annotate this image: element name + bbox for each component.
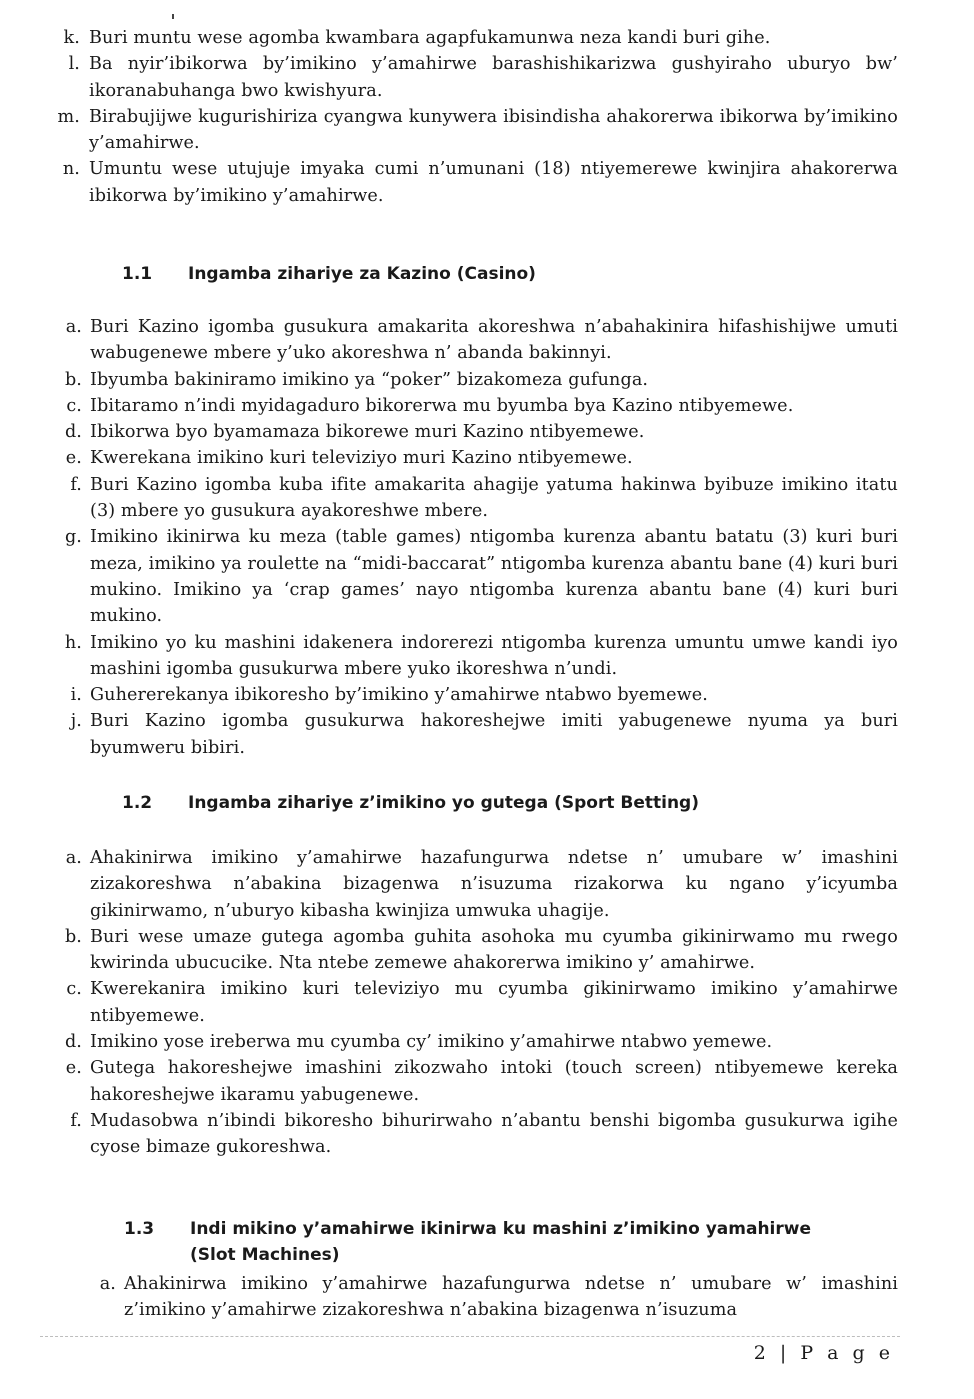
section-title: Ingamba zihariye za Kazino (Casino) [188,264,536,284]
list-item: f. Buri Kazino igomba kuba ifite amakarita ahagije yatuma hakinwa byibuze imikino itatu (3) mbere yo gusukura ayakoreshwe mbere. [70,474,898,522]
list-item: n. Umuntu wese utujuje imyaka cumi n’umunani (18) ntiyemerewe kwinjira ahakorerwa ibikorwa by’imikino y’amahirwe. [62,159,898,206]
list-item: c. Kwerekanira imikino kuri televiziyo mu cyumba gikinirwamo imikino y’amahirwe ntibyemewe. [66,979,898,1026]
list-item: i. Guhererekanya ibikoresho by’imikino y’amahirwe ntabwo byemewe. [70,685,708,706]
sport-betting-rules-list [0,845,974,1161]
section-title: Ingamba zihariye z’imikino yo gutega (Sport Betting) [188,793,699,813]
section-title-continued: (Slot Machines) [190,1245,340,1265]
list-item: a. Buri Kazino igomba gusukura amakarita akoreshwa n’abahakinira hifashishijwe umuti wabugenewe mbere y’uko akoreshwa n’ abanda bakinnyi. [65,317,898,364]
list-item: e. Kwerekana imikino kuri televiziyo muri Kazino ntibyemewe. [65,448,633,469]
list-item: a. Ahakinirwa imikino y’amahirwe hazafungurwa ndetse n’ umubare w’ imashini zizakoreshwa n’abakina bizagenwa n’isuzuma rizakorwa ku ngano y’icyumba gikinirwamo, n’uburyo kibasha kwinjiza umwuka uhagije. [65,848,898,921]
list-item: l. Ba nyir’ibikorwa by’imikino y’amahirwe barashishikarizwa gushyiraho uburyo bw’ ikoranabuhanga bwo kwishyura. [68,54,898,101]
list-item: e. Gutega hakoreshejwe imashini zikozwaho intoki (touch screen) ntibyemewe kereka hakoreshejwe ikaramu yabugenewe. [65,1058,898,1105]
continued-list [0,25,974,209]
list-item: c. Ibitaramo n’indi myidagaduro bikorerwa mu byumba bya Kazino ntibyemewe. [66,395,794,416]
list-item: f. Mudasobwa n’ibindi bikoresho bihurirwaho n’abantu benshi bigomba gusukurwa igihe cyose bimaze gukoreshwa. [70,1110,898,1158]
page-number: 2 | P a g e [753,1342,894,1364]
list-item: d. Ibikorwa byo byamamaza bikorewe muri Kazino ntibyemewe. [64,422,645,443]
list-item: k. Buri muntu wese agomba kwambara agapfukamunwa neza kandi buri gihe. [63,28,771,48]
list-item: m. Birabujijwe kugurishiriza cyangwa kunywera ibisindisha ahakorerwa ibikorwa by’imikino y’amahirwe. [57,106,898,154]
list-item: j. Buri Kazino igomba gusukurwa hakoreshejwe imiti yabugenewe nyuma ya buri byumweru bibiri. [70,711,898,758]
list-item: b. Buri wese umaze gutega agomba guhita asohoka mu cyumba gikinirwamo mu rwego kwirinda ubucucike. Nta ntebe zemewe ahakorerwa imikino y’ amahirwe. [64,926,898,974]
section-number: 1.3 [124,1219,155,1239]
footer-divider [40,1336,900,1337]
scan-mark [172,14,174,19]
list-item: a. Ahakinirwa imikino y’amahirwe hazafungurwa ndetse n’ umubare w’ imashini z’imikino y’amahirwe zizakoreshwa n’abakina bizagenwa n’isuzuma [99,1274,898,1321]
section-heading-1-3 [124,1216,904,1270]
section-number: 1.1 [122,264,153,284]
section-number: 1.2 [122,793,153,813]
list-item: h. Imikino yo ku mashini idakenera indorerezi ntigomba kurenza umuntu umwe kandi iyo mashini igomba gusukurwa mbere yuko ikoreshwa n’undi. [64,632,898,679]
list-item: g. Imikino ikinirwa ku meza (table games) ntigomba kurenza abantu batatu (3) kuri buri meza, imikino ya roulette na “midi-baccarat” ntigomba kurenza abantu bane (4) kuri buri mukino. Imikino ya ‘crap games’ nayo ntigomba kurenza abantu bane (4) kuri buri mukino. [64,527,898,627]
casino-rules-list [0,314,974,761]
slot-machine-rules-list [0,1271,974,1324]
list-item: d. Imikino yose ireberwa mu cyumba cy’ imikino y’amahirwe ntabwo yemewe. [64,1032,773,1053]
section-title: Indi mikino y’amahirwe ikinirwa ku mashini z’imikino yamahirwe [190,1219,811,1239]
list-item: b. Ibyumba bakiniramo imikino ya “poker” bizakomeza gufunga. [64,369,649,390]
